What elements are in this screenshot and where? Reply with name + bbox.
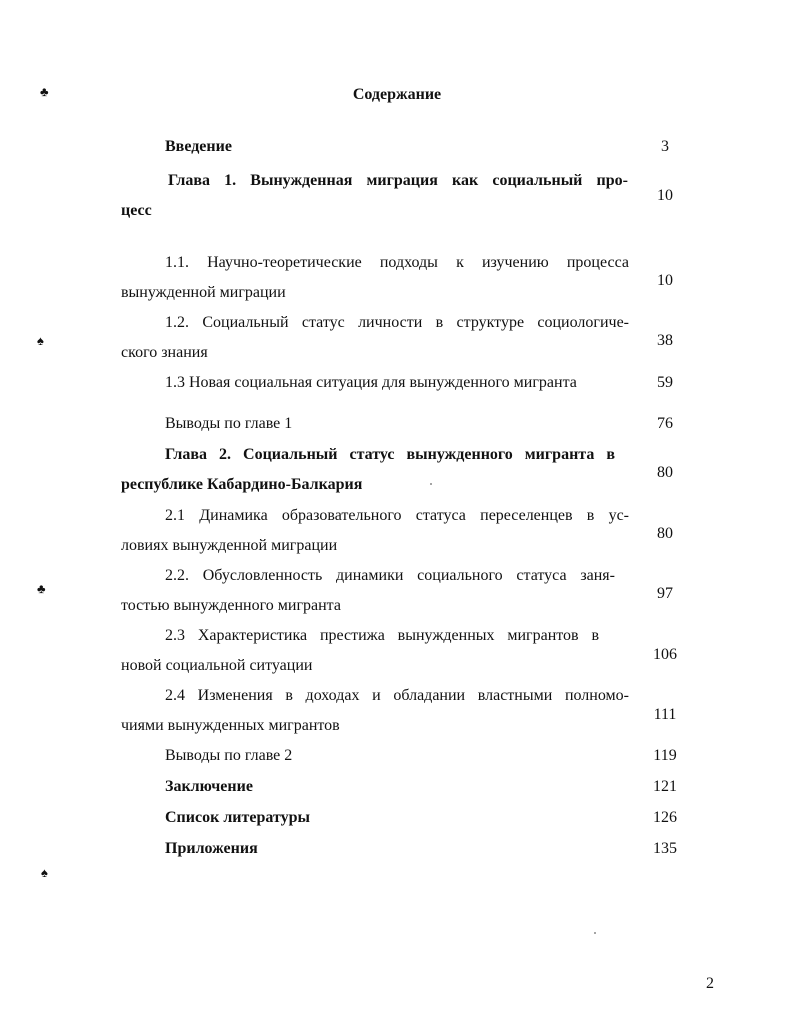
toc-entry-1-3: 1.3 Новая социальная ситуация для вынужденного мигранта: [165, 374, 577, 391]
toc-entry-chapter2-line1: Глава 2. Социальный статус вынужденного мигранта в: [165, 446, 615, 463]
toc-page-2-3: 106: [653, 646, 677, 663]
toc-page-chapter1: 10: [657, 187, 673, 204]
toc-entry-2-1-line1: 2.1 Динамика образовательного статуса переселенцев в ус-: [165, 507, 629, 524]
toc-entry-1-2-line2: ского знания: [121, 344, 208, 361]
toc-page-conclusions-2: 119: [653, 747, 677, 764]
toc-entry-conclusions-1: Выводы по главе 1: [165, 415, 293, 432]
toc-entry-chapter2-line2: республике Кабардино-Балкария: [121, 476, 363, 493]
toc-entry-2-3-line2: новой социальной ситуации: [121, 657, 313, 674]
toc-entry-1-1-line1: 1.1. Научно-теоретические подходы к изучению процесса: [165, 254, 629, 271]
toc-entry-conclusion: Заключение: [165, 778, 253, 795]
scan-mark: ♠: [41, 865, 48, 880]
scan-mark: ♠: [37, 333, 44, 348]
toc-entry-1-2-line1: 1.2. Социальный статус личности в структуре социологиче-: [165, 314, 629, 331]
page-number: 2: [706, 975, 714, 992]
toc-entry-2-2-line2: тостью вынужденного мигранта: [121, 597, 341, 614]
toc-entry-bibliography: Список литературы: [165, 809, 310, 826]
toc-entry-2-2-line1: 2.2. Обусловленность динамики социального статуса заня-: [165, 567, 615, 584]
toc-page-1-2: 38: [657, 332, 673, 349]
toc-entry-chapter1-line1: Глава 1. Вынужденная миграция как социальный про-: [168, 172, 628, 189]
toc-entry-appendices: Приложения: [165, 840, 258, 857]
toc-page-intro: 3: [661, 138, 669, 155]
toc-page-conclusion: 121: [653, 778, 677, 795]
toc-entry-chapter1-line2: цесс: [121, 202, 152, 219]
page-title: Содержание: [352, 86, 442, 103]
toc-entry-2-1-line2: ловиях вынужденной миграции: [121, 537, 338, 554]
toc-page-conclusions-1: 76: [657, 415, 673, 432]
toc-page-appendices: 135: [653, 840, 677, 857]
toc-page-2-4: 111: [653, 706, 677, 723]
toc-page-1-1: 10: [657, 272, 673, 289]
scan-mark: ♣: [37, 581, 46, 596]
scan-mark: ♣: [40, 84, 49, 99]
toc-entry-intro: Введение: [165, 138, 232, 155]
toc-page-bibliography: 126: [653, 809, 677, 826]
toc-page-2-2: 97: [657, 585, 673, 602]
toc-entry-1-1-line2: вынужденной миграции: [121, 284, 286, 301]
toc-entry-2-4-line1: 2.4 Изменения в доходах и обладании властными полномо-: [165, 687, 629, 704]
toc-entry-2-4-line2: чиями вынужденных мигрантов: [121, 717, 340, 734]
toc-page-2-1: 80: [657, 525, 673, 542]
toc-entry-2-3-line1: 2.3 Характеристика престижа вынужденных мигрантов в: [165, 627, 599, 644]
toc-entry-conclusions-2: Выводы по главе 2: [165, 747, 293, 764]
scan-speck: [594, 932, 596, 934]
toc-page-chapter2: 80: [657, 464, 673, 481]
scan-speck: [430, 483, 432, 485]
toc-page-1-3: 59: [657, 374, 673, 391]
